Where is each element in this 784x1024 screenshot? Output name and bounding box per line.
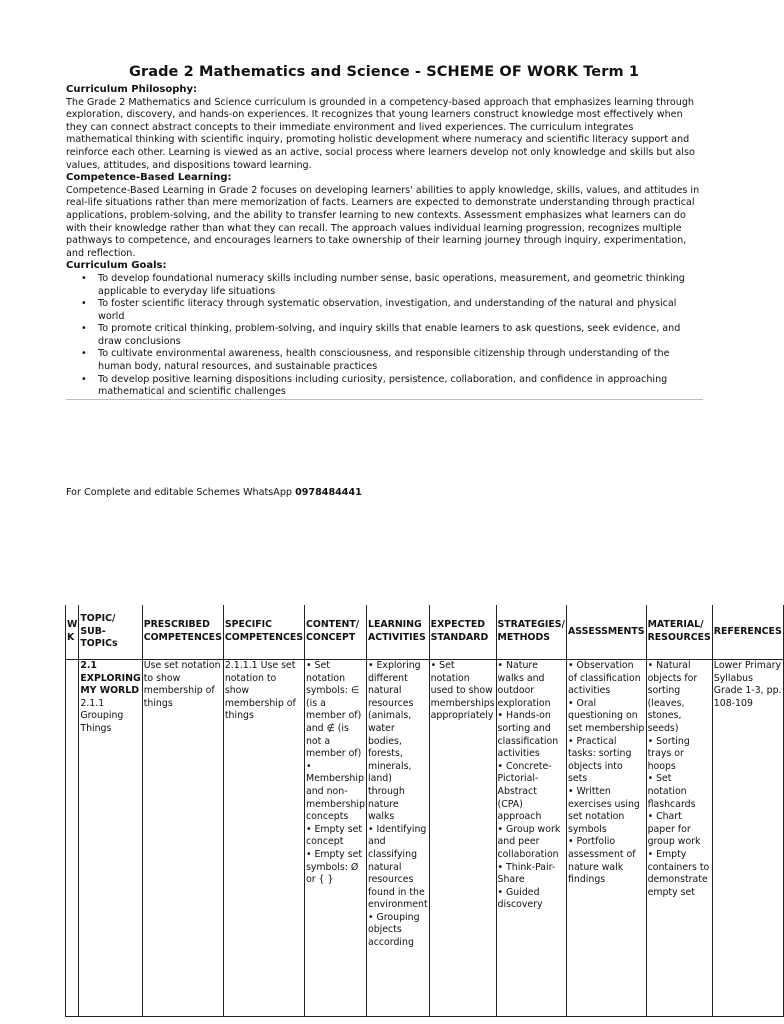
philosophy-heading: Curriculum Philosophy: [66,84,198,95]
strategy-item: • Nature walks and outdoor exploration [497,660,551,709]
cell-topic [79,660,142,1017]
header-prescribed: PRESCRIBED COMPETENCES [142,605,223,660]
strategy-item: • Think-Pair-Share [497,861,556,886]
cell-references: Lower Primary Syllabus Grade 1-3, pp. 108-109 [712,660,783,1017]
philosophy-text: The Grade 2 Mathematics and Science curriculum is grounded in a competency-based approach that emphasizes learning through exploration, discovery, and hands-on experiences. It recognizes that young learners construct knowledge most effectively when they can connect abstract concepts to their immediate environment and lived experiences. The curriculum integrates mathematical thinking with scientific inquiry, promoting holistic development where numeracy and scientific literacy support and reinforce each other. Learning is viewed as an active, social process where learners develop not only knowledge and skills but also values, attitudes, and dispositions toward learning. [66,96,695,171]
header-materials: MATERIAL/ RESOURCES [646,605,712,660]
strategy-item: • Hands-on sorting and classification activities [497,710,559,760]
strategy-item: • Group work and peer collaboration [497,823,561,860]
content-item: • Membership and non-membership concepts [305,760,365,823]
header-references: REFERENCES [712,605,783,660]
page-title: Grade 2 Mathematics and Science - SCHEME OF WORK Term 1 [128,64,640,80]
goal-item: • To promote critical thinking, problem-solving, and inquiry skills that enable learners to ask questions, seek evidence, and draw conclusions [98,323,702,348]
content-item: • Empty set symbols: Ø or { } [305,848,363,886]
table-header-row [66,605,784,660]
assessment-item: • Oral questioning on set membership [568,697,645,734]
material-item: • Natural objects for sorting (leaves, stones, seeds) [647,660,698,734]
topic-title: 2.1 EXPLORING MY WORLD [80,660,141,697]
topic-sub: 2.1.1 Grouping Things [80,697,124,734]
table-row [66,660,784,1017]
contact-text: For Complete and editable Schemes WhatsApp [66,487,296,498]
content-item: • Set notation symbols: ∈ (is a member of) and ∉ (is not a member of) [305,660,362,760]
assessment-item: • Practical tasks: sorting objects into sets [568,735,632,785]
cell-expected [429,660,496,1017]
section-divider [66,399,703,400]
cell-activities [366,660,429,1017]
contact-phone: 0978484441 [295,487,362,498]
scheme-table [65,605,784,1017]
cbl-heading: Competence-Based Learning: [66,172,232,184]
cell-wk [66,660,79,1017]
material-item: • Set notation flashcards [647,773,696,810]
header-activities: LEARNING ACTIVITIES [366,605,429,660]
header-topic: TOPIC/ SUB-TOPICs [79,605,142,660]
header-wk: W K [66,605,79,660]
strategy-item: • Concrete-Pictorial-Abstract (CPA) approach [497,760,552,823]
goals-heading: Curriculum Goals: [66,260,167,272]
cbl-text: Competence-Based Learning in Grade 2 focuses on developing learners' abilities to apply knowledge, skills, values, and attitudes in real-life situations rather than mere memorization of facts. Learners are expected to demonstrate understanding through practical applications, problem-solving, and the ability to transfer learning to new contexts. Assessment emphasizes what learners can do with their knowledge rather than what they can recall. The approach values individual learning progression, recognizes multiple pathways to competence, and encourages learners to take ownership of their learning journey through inquiry, experimentation, and reflection. [66,184,700,259]
activity-item: • Grouping objects according [367,911,420,949]
activity-item: • Exploring different natural resources (animals, water bodies, forests, minerals, land) through nature walks [367,660,421,823]
header-expected: EXPECTED STANDARD [429,605,496,660]
contact-line [66,487,362,498]
goal-item: • To develop foundational numeracy skills including number sense, basic operations, measurement, and geometric thinking applicable to everyday life situations [98,273,702,298]
header-content: CONTENT/ CONCEPT [304,605,366,660]
material-item: • Chart paper for group work [647,811,701,848]
goal-item: • To develop positive learning dispositions including curiosity, persistence, collaboration, and confidence in approaching mathematical and scientific challenges [98,374,702,399]
header-assessments: ASSESSMENTS [567,605,647,660]
goal-item: • To foster scientific literacy through systematic observation, investigation, and understanding of the natural and physical world [98,298,702,323]
cell-strategies [496,660,566,1017]
cell-materials [646,660,712,1017]
strategy-item: • Guided discovery [497,886,543,911]
goals-list [66,273,702,399]
document-body [66,64,702,399]
activity-item: • Identifying and classifying natural resources found in the environment [367,823,428,911]
material-item: • Sorting trays or hoops [647,735,690,772]
cell-assessments [567,660,647,1017]
cell-specific: 2.1.1.1 Use set notation to show membership of things [223,660,304,1017]
goal-item: • To cultivate environmental awareness, health consciousness, and responsible citizenship through understanding of the human body, natural resources, and sustainable practices [98,348,702,373]
header-specific: SPECIFIC COMPETENCES [223,605,304,660]
material-item: • Empty containers to demonstrate empty set [647,848,710,898]
cell-content [304,660,366,1017]
content-item: • Empty set concept [305,823,363,848]
assessment-item: • Observation of classification activities [568,660,641,697]
header-strategies: STRATEGIES/ METHODS [496,605,566,660]
cell-prescribed: Use set notation to show membership of things [142,660,223,1017]
assessment-item: • Portfolio assessment of nature walk findings [568,836,636,886]
assessment-item: • Written exercises using set notation symbols [568,785,640,835]
expected-item: • Set notation used to show memberships appropriately [430,660,495,722]
